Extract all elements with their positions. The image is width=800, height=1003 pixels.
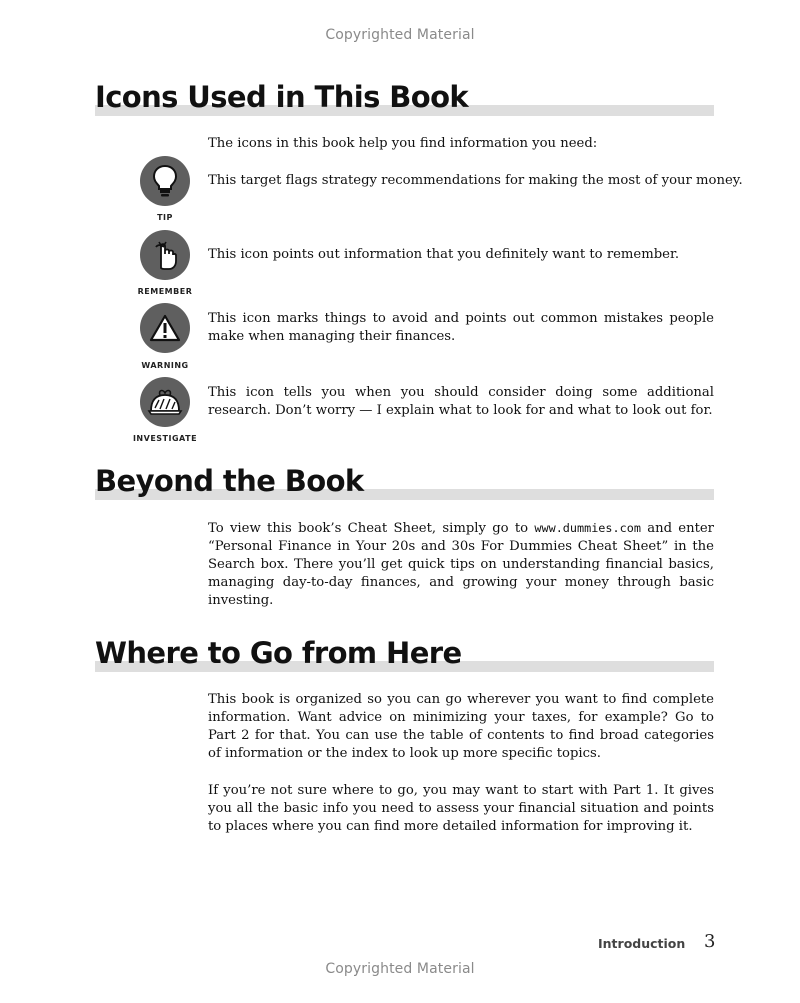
investigate-icon bbox=[139, 377, 191, 427]
tip-icon bbox=[139, 156, 191, 206]
remember-text: This icon points out information that you definitely want to remember. bbox=[208, 247, 680, 262]
warning-label: WARNING bbox=[141, 361, 189, 370]
page-number: 3 bbox=[704, 931, 716, 952]
tip-text: This target flags strategy recommendations for making the most of your money. bbox=[208, 173, 743, 188]
section-heading-icons bbox=[95, 76, 714, 116]
copyright-notice-top: Copyrighted Material bbox=[325, 27, 475, 43]
beyond-text bbox=[208, 519, 714, 610]
section-title-where: Where to Go from Here bbox=[95, 636, 462, 670]
section-heading-where bbox=[95, 632, 714, 672]
where-paragraph-1: This book is organized so you can go wherever you want to find complete information. Want advice on minimizing your taxes, for example? Go to Part 2 for that. You can use the table of contents to find broad categories of information or the index to look up more specific topics. bbox=[208, 692, 714, 761]
warning-icon bbox=[139, 303, 191, 353]
warning-text: This icon marks things to avoid and points out common mistakes people make when managing their finances. bbox=[208, 311, 714, 344]
copyright-notice-bottom: Copyrighted Material bbox=[325, 961, 475, 977]
beyond-text-before: To view this book’s Cheat Sheet, simply go to bbox=[208, 521, 535, 536]
investigate-label: INVESTIGATE bbox=[132, 434, 198, 443]
section-title-icons: Icons Used in This Book bbox=[95, 80, 469, 114]
where-paragraph-2: If you’re not sure where to go, you may want to start with Part 1. It gives you all the basic info you need to assess your financial situation and points to places where you can find more detailed information for improving it. bbox=[208, 783, 714, 834]
icons-intro-text: The icons in this book help you find information you need: bbox=[208, 136, 598, 151]
dummies-url-link[interactable]: www.dummies.com bbox=[534, 521, 641, 535]
remember-label: REMEMBER bbox=[137, 287, 193, 296]
investigate-text: This icon tells you when you should consider doing some additional research. Don’t worry — I explain what to look for and what to look out for. bbox=[208, 385, 714, 418]
beyond-text-after: and enter “Personal Finance in Your 20s and 30s For Dummies Cheat Sheet” in the Search box. There you’ll get quick tips on understanding financial basics, managing day-to-day finances, and growing your money through basic investing. bbox=[208, 521, 714, 608]
running-footer-label: Introduction bbox=[598, 936, 686, 951]
section-heading-beyond bbox=[95, 460, 714, 500]
remember-icon bbox=[139, 230, 191, 280]
section-title-beyond: Beyond the Book bbox=[95, 464, 364, 498]
tip-label: TIP bbox=[157, 213, 173, 222]
